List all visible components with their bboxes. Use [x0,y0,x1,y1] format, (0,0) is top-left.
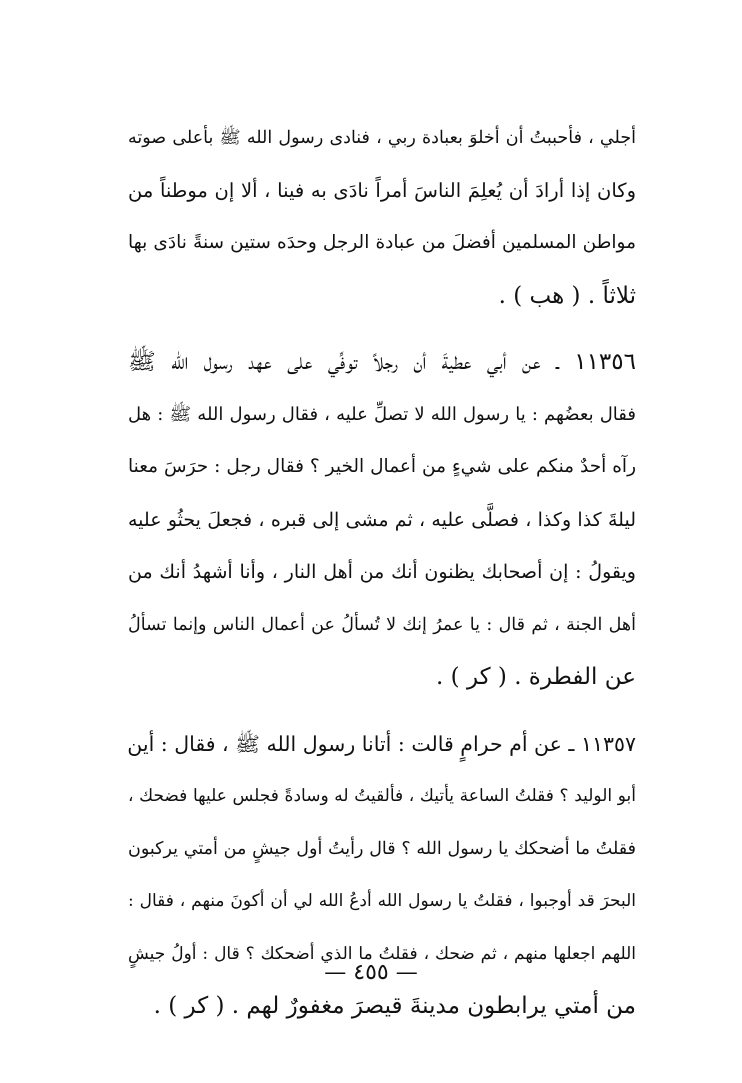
text-line: أهل الجنة ، ثم قال : يا عمرُ إنك لا تُسألُ عن أعمال الناس وإنما تسألُ [128,614,636,635]
text-line: ١١٣٥٧ ـ عن أم حرامٍ قالت : أتانا رسول الله ﷺ ، فقال : أين [127,731,636,756]
text-line: فقال بعضُهم : يا رسول الله لا تصلِّ عليه ، فقال رسول الله ﷺ : هل [128,403,636,425]
text-line: فقلتُ ما أضحكك يا رسول الله ؟ قال رأيتُ أول جيشٍ من أمتي يركبون [128,838,636,859]
text-line: رآه أحدٌ منكم على شيءٍ من أعمال الخير ؟ فقال رجل : حرَسَ معنا [128,456,636,477]
text-line: وكان إذا أرادَ أن يُعلِمَ الناسَ أمراً نادَى به فينا ، ألا إن موطناً من [128,178,636,202]
paragraph-hadith-11357 [128,718,636,1033]
text-line: ثلاثاً . ( هب ) . [498,282,636,309]
page-number: — ٤٥٥ — [324,960,418,985]
text-line: البحرَ قد أوجبوا ، فقلتُ يا رسول الله أدعُ الله لي أن أكونَ منهم ، فقال : [128,891,636,911]
text-line: ليلةَ كذا وكذا ، فصلَّى عليه ، ثم مشى إلى قبره ، فجعلَ يحثُو عليه [128,508,636,531]
text-line: اللهم اجعلها منهم ، ثم ضحك ، فقلتُ ما الذي أضحكك ؟ قال : أولُ جيشٍ [128,943,636,964]
text-line: مواطن المسلمين أفضلَ من عبادة الرجل وحدَه ستين سنةً نادَى بها [128,232,636,253]
text-line: من أمتي يرابطون مدينةَ قيصرَ مغفورٌ لهم . ( كر ) . [153,993,636,1019]
text-line: أبو الوليد ؟ فقلتُ الساعة يأتيك ، فألقيتُ له وسادةً فجلس عليها فضحك ، [128,786,636,806]
page-text [128,112,636,1033]
text-line: أجلي ، فأحببتُ أن أخلوَ بعبادة ربي ، فنادى رسول الله ﷺ بأعلى صوته [128,128,636,148]
paragraph-continuation [128,112,636,322]
text-line: ويقولُ : إن أصحابك يظنون أنك من أهل النار ، وأنا أشهدُ أنك من [128,561,636,583]
text-line: عن الفطرة . ( كر ) . [436,664,636,690]
paragraph-hadith-11356 [128,336,636,704]
text-line: ١١٣٥٦ ـ عن أبي عطيةَ أن رجلاً توفِّي على عهد رسول الله ﷺ [128,349,636,375]
